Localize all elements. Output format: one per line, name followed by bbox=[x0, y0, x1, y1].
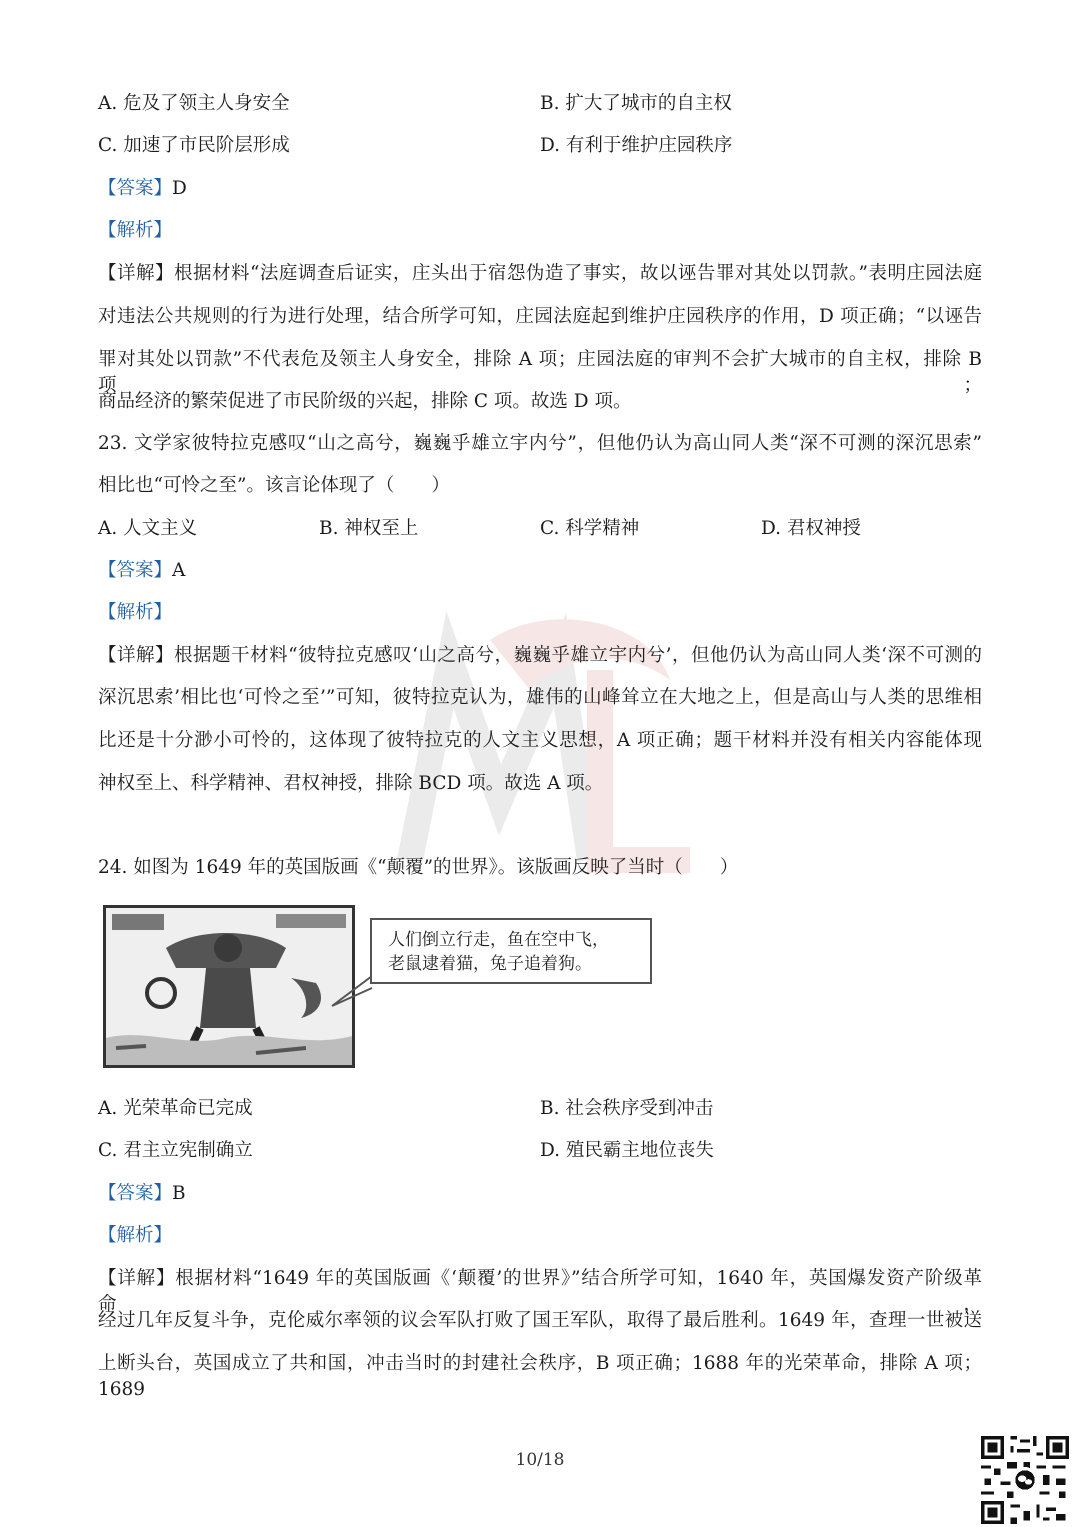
q23-detail-line: 神权至上、科学精神、君权神授，排除 BCD 项。故选 A 项。 bbox=[98, 773, 604, 794]
q22-analysis-tag: 【解析】 bbox=[98, 220, 173, 241]
q22-detail-line: 罪对其处以罚款”不代表危及领主人身安全，排除 A 项；庄园法庭的审判不会扩大城市的自主权，排除 B 项； bbox=[98, 349, 982, 396]
q23-answer bbox=[98, 558, 185, 584]
answer-value: D bbox=[172, 178, 187, 199]
q23-analysis-tag: 【解析】 bbox=[98, 602, 173, 623]
q23-option-a: A. 人文主义 bbox=[98, 518, 198, 539]
q23-stem-line: 23. 文学家彼特拉克感叹“山之高兮，巍巍乎雄立宇内兮”，但他仍认为高山同人类“深不可测的深沉思索” bbox=[98, 433, 982, 454]
q24-option-b: B. 社会秩序受到冲击 bbox=[540, 1098, 714, 1119]
page-number: 10/18 bbox=[515, 1450, 565, 1470]
q23-option-b: B. 神权至上 bbox=[319, 518, 419, 539]
bubble-line: 人们倒立行走，鱼在空中飞， bbox=[388, 930, 609, 950]
q24-detail-line: 经过几年反复斗争，克伦威尔率领的议会军队打败了国王军队，取得了最后胜利。1649 年，查理一世被送 bbox=[98, 1310, 982, 1331]
q23-option-d: D. 君权神授 bbox=[761, 518, 861, 539]
q22-detail-line: 【详解】根据材料“法庭调查后证实，庄头出于宿怨伪造了事实，故以诬告罪对其处以罚款。”表明庄园法庭 bbox=[98, 263, 982, 284]
q22-option-b: B. 扩大了城市的自主权 bbox=[540, 93, 732, 114]
q24-analysis-tag: 【解析】 bbox=[98, 1225, 173, 1246]
q22-detail-line: 对违法公共规则的行为进行处理，结合所学可知，庄园法庭起到维护庄园秩序的作用，D 项正确；“以诬告 bbox=[98, 306, 982, 327]
speech-bubble bbox=[370, 918, 652, 984]
answer-value: B bbox=[172, 1183, 186, 1204]
q24-answer bbox=[98, 1181, 186, 1207]
qr-code[interactable] bbox=[978, 1433, 1072, 1527]
q22-option-c: C. 加速了市民阶层形成 bbox=[98, 135, 290, 156]
q24-option-c: C. 君主立宪制确立 bbox=[98, 1140, 253, 1161]
q23-detail-line: 深沉思索’相比也‘可怜之至’”可知，彼特拉克认为，雄伟的山峰耸立在大地之上，但是高山与人类的思维相 bbox=[98, 687, 982, 708]
bubble-line: 老鼠逮着猫，兔子追着狗。 bbox=[388, 954, 592, 974]
world-turned-upside-down-image bbox=[106, 908, 352, 1065]
answer-tag: 【答案】 bbox=[98, 560, 173, 581]
q23-detail-line: 比还是十分渺小可怜的，这体现了彼特拉克的人文主义思想，A 项正确；题干材料并没有相关内容能体现 bbox=[98, 730, 982, 751]
q22-option-d: D. 有利于维护庄园秩序 bbox=[540, 135, 733, 156]
q23-stem-line: 相比也“可怜之至”。该言论体现了（ ） bbox=[98, 475, 450, 496]
answer-value: A bbox=[172, 560, 186, 581]
q22-detail-line: 商品经济的繁荣促进了市民阶级的兴起，排除 C 项。故选 D 项。 bbox=[98, 391, 632, 412]
answer-tag: 【答案】 bbox=[98, 178, 173, 199]
q24-option-a: A. 光荣革命已完成 bbox=[98, 1098, 253, 1119]
q24-detail-line: 上断头台，英国成立了共和国，冲击当时的封建社会秩序，B 项正确；1688 年的光荣革命，排除 A 项；1689 bbox=[98, 1353, 982, 1400]
q22-option-a: A. 危及了领主人身安全 bbox=[98, 93, 290, 114]
q24-option-d: D. 殖民霸主地位丧失 bbox=[540, 1140, 714, 1161]
q23-option-c: C. 科学精神 bbox=[540, 518, 640, 539]
woodcut-illustration bbox=[103, 905, 355, 1068]
q23-detail-line: 【详解】根据题干材料“彼特拉克感叹‘山之高兮，巍巍乎雄立宇内兮’，但他仍认为高山同人类‘深不可测的 bbox=[98, 645, 982, 666]
q24-detail-line: 【详解】根据材料“1649 年的英国版画《‘颠覆’的世界》”结合所学可知，1640 年，英国爆发资产阶级革命， bbox=[98, 1268, 982, 1315]
answer-tag: 【答案】 bbox=[98, 1183, 173, 1204]
q22-answer bbox=[98, 176, 187, 202]
q24-stem: 24. 如图为 1649 年的英国版画《“颠覆”的世界》。该版画反映了当时（ ） bbox=[98, 857, 739, 878]
